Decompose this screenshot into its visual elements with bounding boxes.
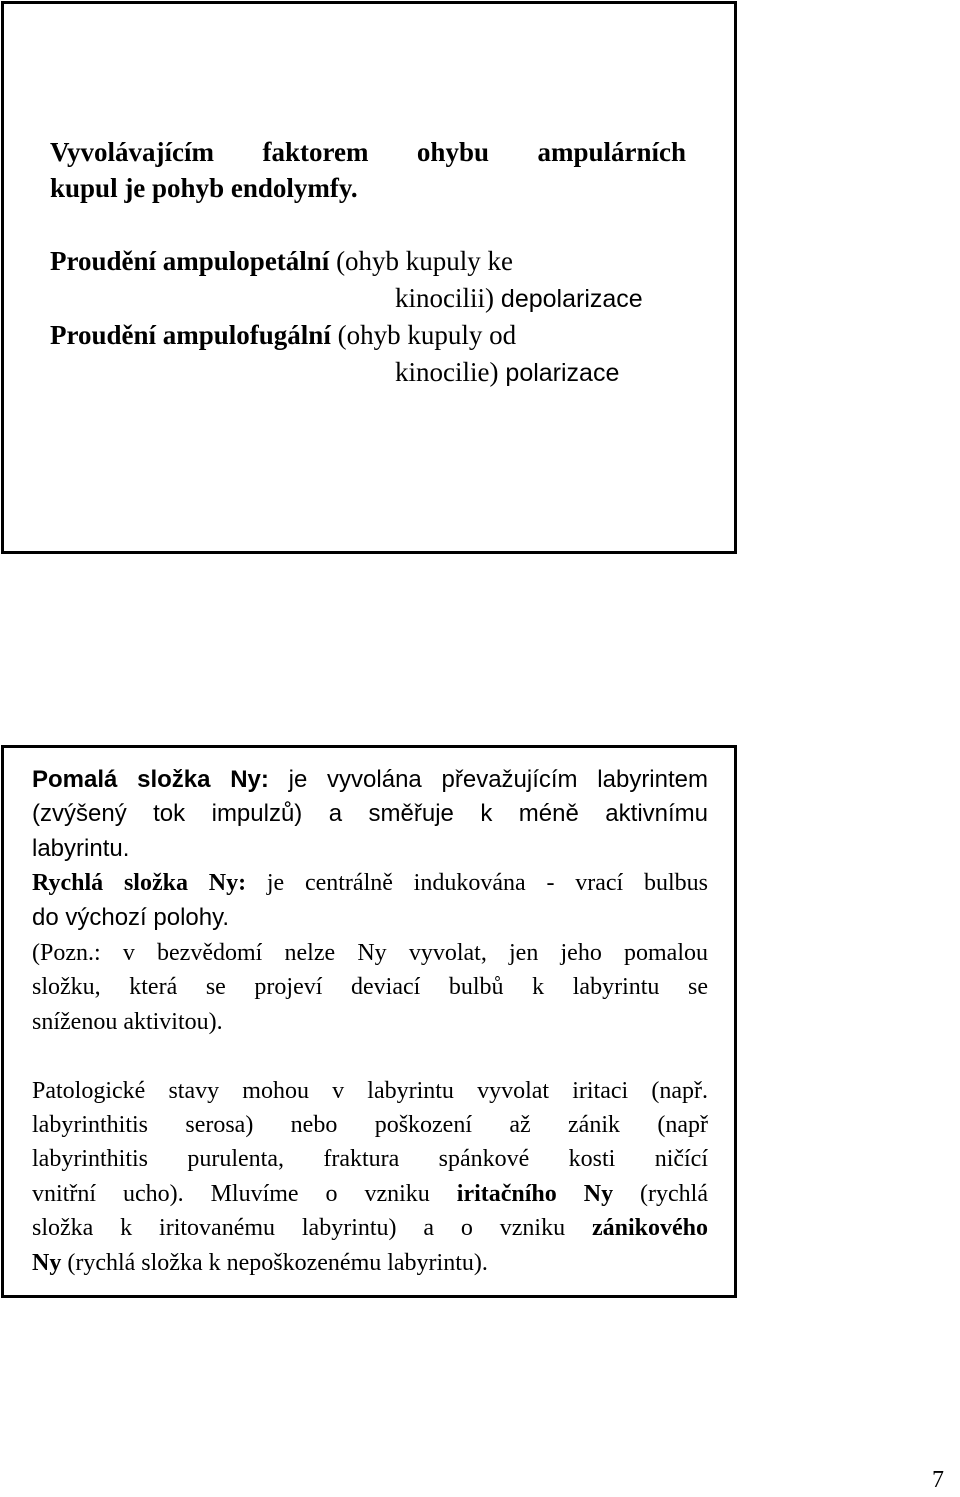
slide1-line-5-bold: Proudění ampulofugální [50,320,331,350]
slide2-line-1-rest: je vyvolána převažujícím labyrintem [268,766,708,793]
slide1-line-4-b: depolarizace [493,285,643,313]
slide1-line-6-b: polarizace [498,359,620,387]
slide1-word: ohybu [416,137,489,167]
slide2-line-12-b: (rychlá [613,1181,708,1207]
slide1-line-3 [50,244,513,278]
slide2-line-3: labyrintu. [32,835,130,862]
slide2-line-4-bold: Rychlá složka Ny: [32,870,247,896]
slide2-line-9: Patologické stavy mohou v labyrintu vyvolat iritaci (např. [32,1078,708,1104]
slide1-word: Vyvolávajícím [50,137,214,167]
slide2-line-2: (zvýšený tok impulzů) a směřuje k méně aktivnímu [32,800,708,827]
slide2-line-7: složku, která se projeví deviací bulbů k labyrintu se [32,974,708,1000]
slide1-line-4 [395,281,643,316]
slide2-line-1 [32,765,708,795]
page-number: 7 [932,1467,944,1493]
slide1-line-1 [50,135,686,169]
slide1-line-3-normal: (ohyb kupuly ke [329,246,514,276]
slide2-line-13-a: složka k iritovanému labyrintu) a o vzniku [32,1215,592,1241]
slide1-line-6 [395,355,619,390]
slide2-line-13-bold: zánikového [591,1215,708,1241]
slide2-line-4 [32,868,708,898]
slide2-line-10: labyrinthitis serosa) nebo poškození až zánik (např [32,1112,708,1138]
slide2-line-12-bold: iritačního Ny [456,1181,614,1207]
slide1-line-5 [50,318,516,352]
slide1-line-2: kupul je pohyb endolymfy. [50,173,358,203]
slide2-line-12-a: vnitřní ucho). Mluvíme o vzniku [32,1181,457,1207]
slide2-line-8: sníženou aktivitou). [32,1009,223,1035]
slide1-line-3-bold: Proudění ampulopetální [50,246,330,276]
slide1-line-5-normal: (ohyb kupuly od [330,320,517,350]
slide2-line-13 [32,1213,708,1243]
slide2-line-14 [32,1248,708,1278]
slide1-line-4-a: kinocilii) [395,283,494,313]
slide2-line-6: (Pozn.: v bezvědomí nelze Ny vyvolat, jen jeho pomalou [32,940,708,966]
slide2-line-12 [32,1179,708,1209]
slide2-line-1-bold: Pomalá složka Ny: [32,766,269,793]
slide1-word: ampulárních [537,137,686,167]
slide1-line-6-a: kinocilie) [395,357,499,387]
slide2-line-5: do výchozí polohy. [32,904,230,931]
slide2-line-11: labyrinthitis purulenta, fraktura spánkové kosti ničící [32,1146,708,1172]
slide2-line-14-a: (rychlá složka k nepoškozenému labyrintu). [61,1250,488,1276]
slide2-line-4-rest: je centrálně indukována - vrací bulbus [246,870,708,896]
slide1-word: faktorem [262,137,369,167]
slide2-line-14-bold: Ny [32,1250,62,1276]
